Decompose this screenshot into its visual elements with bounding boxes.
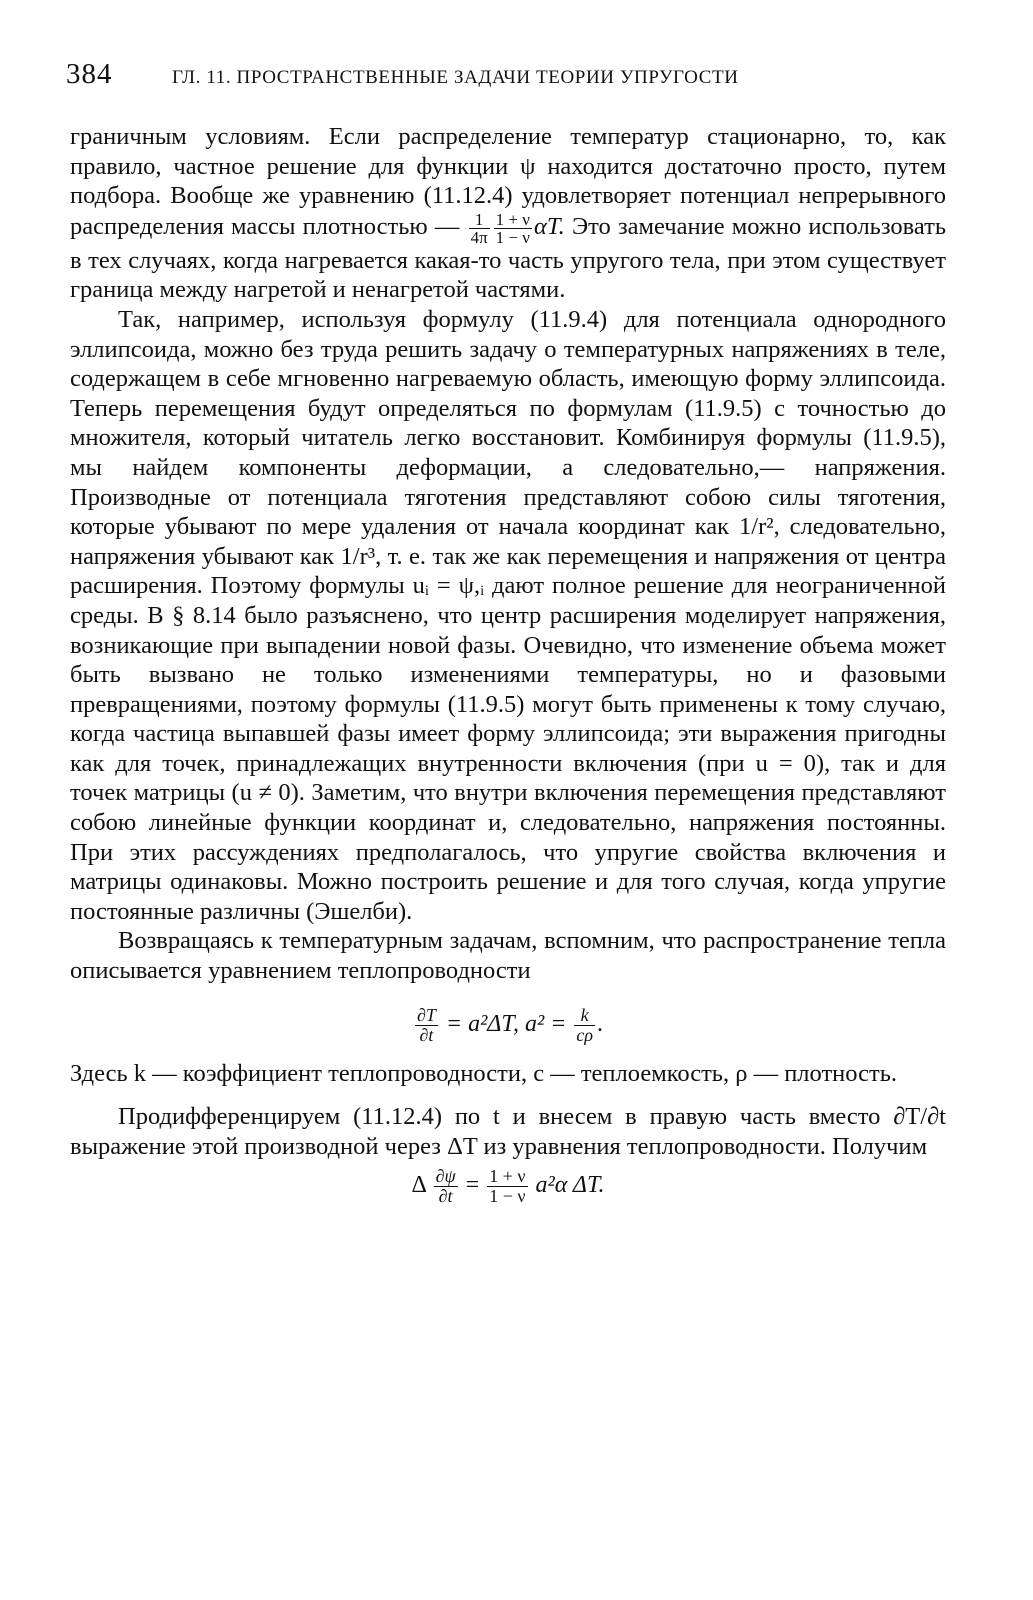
fraction-one-over-four-pi — [469, 211, 490, 246]
fraction-numerator: ∂ψ — [435, 1166, 456, 1187]
equation-2-middle: = — [459, 1172, 486, 1199]
body-text — [70, 122, 946, 1206]
equation-1-end: . — [596, 1010, 603, 1037]
derived-equation — [70, 1167, 946, 1206]
fraction-numerator: 1 + ν — [489, 1166, 526, 1187]
formula-tail: αT. — [533, 212, 565, 240]
equation-1-middle: = a²ΔT, a² = — [439, 1010, 573, 1037]
paragraph-4: Здесь k — коэффициент теплопроводности, c — теплоемкость, ρ — плотность. — [70, 1059, 898, 1087]
fraction-poisson-ratio — [494, 211, 532, 246]
equation-1-rhs-fraction — [574, 1006, 595, 1045]
paragraph-3: Возвращаясь к температурным задачам, вспомним, что распространение тепла описывается уравнением теплопроводности — [70, 927, 946, 985]
fraction-denominator: cρ — [576, 1024, 593, 1045]
heat-equation — [70, 1006, 946, 1045]
equation-2-end: a²α ΔT. — [529, 1172, 605, 1199]
fraction-denominator: 1 − ν — [489, 1186, 526, 1207]
fraction-numerator: ∂T — [417, 1004, 436, 1025]
page-header — [66, 58, 956, 98]
paragraph-1-text-a: граничным условиям. Если распределение температур стационарно, то, как правило, частное решение для функции ψ находится достаточно просто, путем подбора. Вообще же уравнению (11.12.4) удовлетворяет потенциал непрерывного распределения массы плотностью — — [70, 123, 946, 240]
equation-2-prefix: Δ — [411, 1172, 432, 1199]
equation-2-rhs-fraction — [487, 1167, 527, 1206]
paragraph-1-text-b: Это замечание можно использовать в тех случаях, когда нагревается какая-то часть упругого тела, при этом существует граница между нагретой и ненагретой частями. — [70, 212, 946, 304]
fraction-numerator: 1 — [469, 211, 490, 229]
fraction-denominator: 4π — [470, 227, 488, 247]
fraction-denominator: ∂t — [438, 1186, 453, 1207]
fraction-numerator: 1 + ν — [495, 209, 530, 229]
fraction-denominator: ∂t — [419, 1024, 434, 1045]
equation-2-lhs-fraction — [434, 1167, 458, 1206]
fraction-denominator: 1 − ν — [495, 227, 530, 247]
running-title: ГЛ. 11. ПРОСТРАНСТВЕННЫЕ ЗАДАЧИ ТЕОРИИ УПРУГОСТИ — [172, 67, 739, 88]
paragraph-2: Так, например, используя формулу (11.9.4) для потенциала однородного эллипсоида, можно без труда решить задачу о температурных напряжениях в теле, содержащем в себе мгновенно нагреваемую область, имеющую форму эллипсоида. Теперь перемещения будут определяться по формулам (11.9.5) с точностью до множителя, который читатель легко восстановит. Комбинируя формулы (11.9.5), мы найдем компоненты деформации, а следовательно,— напряжения. Производные от потенциала тяготения представляют собою силы тяготения, которые убывают по мере удаления от начала координат как 1/r², следовательно, напряжения убывают как 1/r³, т. е. так же как перемещения и напряжения от центра расширения. Поэтому формулы uᵢ = ψ,ᵢ дают полное решение для неограниченной среды. В § 8.14 было разъяснено, что центр расширения моделирует напряжения, возникающие при выпадении новой фазы. Очевидно, что изменение объема может быть вызвано не только изменениями температуры, но и фазовыми превращениями, поэтому формулы (11.9.5) могут быть применены к тому случаю, когда частица выпавшей фазы имеет форму эллипсоида; эти выражения пригодны как для точек, принадлежащих внутренности включения (при u = 0), так и для точек матрицы (u ≠ 0). Заметим, что внутри включения перемещения представляют собою линейные функции координат и, следовательно, напряжения постоянны. При этих рассуждениях предполагалось, что упругие свойства включения и матрицы одинаковы. Можно построить решение и для того случая, когда упругие постоянные различны (Эшелби). — [70, 305, 946, 925]
page-number: 384 — [66, 58, 113, 90]
equation-1-lhs-fraction — [415, 1006, 438, 1045]
fraction-numerator: k — [574, 1006, 595, 1026]
paragraph-1 — [70, 122, 946, 305]
paragraph-5: Продифференцируем (11.12.4) по t и внесем в правую часть вместо ∂T/∂t выражение этой производной через ΔT из уравнения теплопроводности. Получим — [70, 1103, 946, 1160]
